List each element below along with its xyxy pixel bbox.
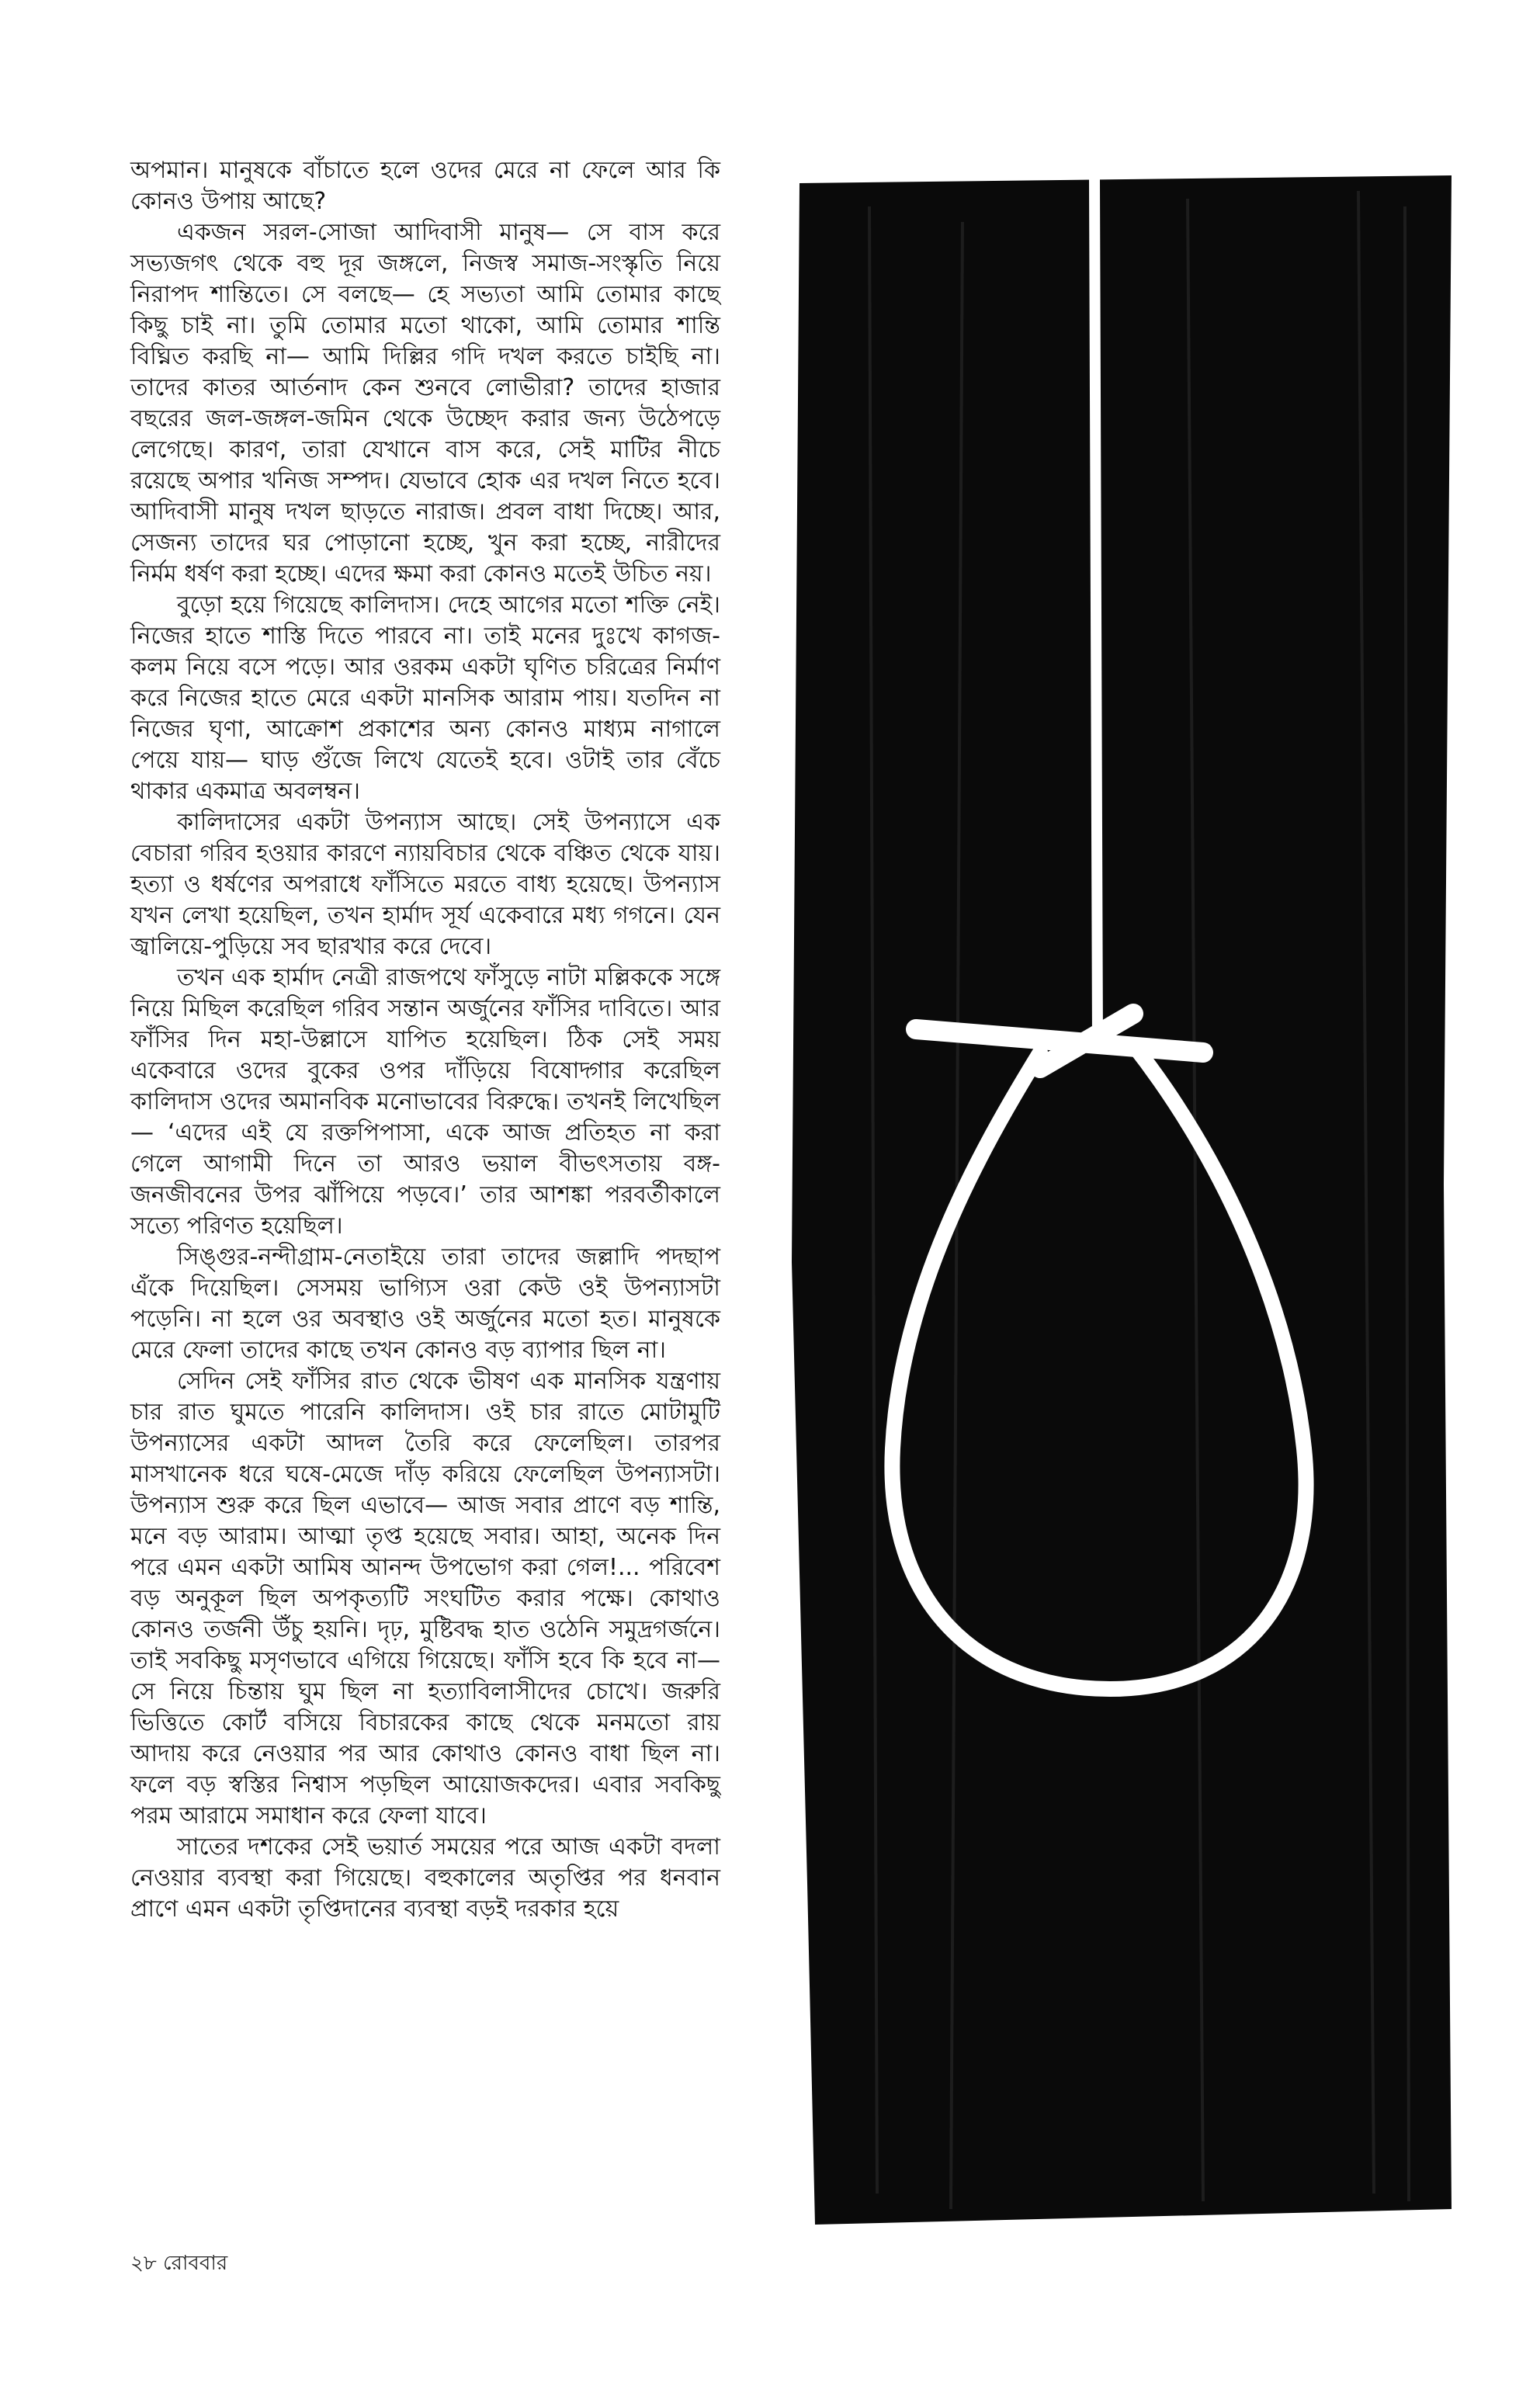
paragraph-3: বুড়ো হয়ে গিয়েছে কালিদাস। দেহে আগের মতো শক্তি নেই। নিজের হাতে শাস্তি দিতে পারবে না। তাই মনের দুঃখে কাগজ-কলম নিয়ে বসে পড়ে। আর ওরকম একটা ঘৃণিত চরিত্রের নির্মাণ করে নিজের হাতে মেরে একটা মানসিক আরাম পায়। যতদিন না নিজের ঘৃণা, আক্রোশ প্রকাশের অন্য কোনও মাধ্যম নাগালে পেয়ে যায়— ঘাড় গুঁজে লিখে যেতেই হবে। ওটাই তার বেঁচে থাকার একমাত্র অবলম্বন। [130,591,720,805]
noose-illustration [784,175,1459,2225]
paragraph-6: সিঙ্গুর-নন্দীগ্রাম-নেতাইয়ে তারা তাদের জল্লাদি পদছাপ এঁকে দিয়েছিল। সেসময় ভাগ্যিস ওরা কেউ ওই উপন্যাসটা পড়েনি। না হলে ওর অবস্থাও ওই অর্জুনের মতো হত। মানুষকে মেরে ফেলা তাদের কাছে তখন কোনও বড় ব্যাপার ছিল না। [130,1243,720,1364]
paragraph-5: তখন এক হার্মাদ নেত্রী রাজপথে ফাঁসুড়ে নাটা মল্লিককে সঙ্গে নিয়ে মিছিল করেছিল গরিব সন্তান অর্জুনের ফাঁসির দাবিতে। আর ফাঁসির দিন মহা-উল্লাসে যাপিত হয়েছিল। ঠিক সেই সময় একেবারে ওদের বুকের ওপর দাঁড়িয়ে বিষোদ্গার করেছিল কালিদাস ওদের অমানবিক মনোভাবের বিরুদ্ধে। তখনই লিখেছিল— ‘এদের এই যে রক্তপিপাসা, একে আজ প্রতিহত না করা গেলে আগামী দিনে তা আরও ভয়াল বীভৎসতায় বঙ্গ-জনজীবনের উপর ঝাঁপিয়ে পড়বে।’ তার আশঙ্কা পরবর্তীকালে সত্যে পরিণত হয়েছিল। [130,964,720,1240]
paragraph-8: সাতের দশকের সেই ভয়ার্ত সময়ের পরে আজ একটা বদলা নেওয়ার ব্যবস্থা করা গিয়েছে। বহুকালের অতৃপ্তির পর ধনবান প্রাণে এমন একটা তৃপ্তিদানের ব্যবস্থা বড়ই দরকার হয়ে [130,1833,720,1923]
article-body [130,155,720,1925]
paragraph-2: একজন সরল-সোজা আদিবাসী মানুষ— সে বাস করে সভ্যজগৎ থেকে বহু দূর জঙ্গলে, নিজস্ব সমাজ-সংস্কৃতি নিয়ে নিরাপদ শান্তিতে। সে বলছে— হে সভ্যতা আমি তোমার কাছে কিছু চাই না। তুমি তোমার মতো থাকো, আমি তোমার শান্তি বিঘ্নিত করছি না— আমি দিল্লির গদি দখল করতে চাইছি না। তাদের কাতর আর্তনাদ কেন শুনবে লোভীরা? তাদের হাজার বছরের জল-জঙ্গল-জমিন থেকে উচ্ছেদ করার জন্য উঠেপড়ে লেগেছে। কারণ, তারা যেখানে বাস করে, সেই মাটির নীচে রয়েছে অপার খনিজ সম্পদ। যেভাবে হোক এর দখল নিতে হবে। আদিবাসী মানুষ দখল ছাড়তে নারাজ। প্রবল বাধা দিচ্ছে। আর, সেজন্য তাদের ঘর পোড়ানো হচ্ছে, খুন করা হচ্ছে, নারীদের নির্মম ধর্ষণ করা হচ্ছে। এদের ক্ষমা করা কোনও মতেই উচিত নয়। [130,219,720,588]
paragraph-1: অপমান। মানুষকে বাঁচাতে হলে ওদের মেরে না ফেলে আর কি কোনও উপায় আছে? [130,157,720,215]
paragraph-4: কালিদাসের একটা উপন্যাস আছে। সেই উপন্যাসে এক বেচারা গরিব হওয়ার কারণে ন্যায়বিচার থেকে বঞ্চিত থেকে যায়। হত্যা ও ধর্ষণের অপরাধে ফাঁসিতে মরতে বাধ্য হয়েছে। উপন্যাস যখন লেখা হয়েছিল, তখন হার্মাদ সূর্য একেবারে মধ্য গগনে। যেন জ্বালিয়ে-পুড়িয়ে সব ছারখার করে দেবে। [130,809,720,960]
page-folio: ২৮ রোববার [130,2252,228,2275]
paragraph-7: সেদিন সেই ফাঁসির রাত থেকে ভীষণ এক মানসিক যন্ত্রণায় চার রাত ঘুমতে পারেনি কালিদাস। ওই চার রাতে মোটামুটি উপন্যাসের একটা আদল তৈরি করে ফেলেছিল। তারপর মাসখানেক ধরে ঘষে-মেজে দাঁড় করিয়ে ফেলেছিল উপন্যাসটা। উপন্যাস শুরু করে ছিল এভাবে— আজ সবার প্রাণে বড় শান্তি, মনে বড় আরাম। আত্মা তৃপ্ত হয়েছে সবার। আহা, অনেক দিন পরে এমন একটা আমিষ আনন্দ উপভোগ করা গেল!... পরিবেশ বড় অনুকূল ছিল অপকৃত্যটি সংঘটিত করার পক্ষে। কোথাও কোনও তর্জনী উঁচু হয়নি। দৃঢ়, মুষ্টিবদ্ধ হাত ওঠেনি সমুদ্রগর্জনে। তাই সবকিছু মসৃণভাবে এগিয়ে গিয়েছে। ফাঁসি হবে কি হবে না— সে নিয়ে চিন্তায় ঘুম ছিল না হত্যাবিলাসীদের চোখে। জরুরি ভিত্তিতে কোর্ট বসিয়ে বিচারকের কাছে থেকে মনমতো রায় আদায় করে নেওয়ার পর আর কোথাও কোনও বাধা ছিল না। ফলে বড় স্বস্তির নিশ্বাস পড়ছিল আয়োজকদের। এবার সবকিছু পরম আরামে সমাধান করে ফেলা যাবে। [130,1368,720,1829]
noose-icon [784,175,1459,2225]
rope [1094,175,1098,1045]
dark-panel [792,175,1452,2225]
